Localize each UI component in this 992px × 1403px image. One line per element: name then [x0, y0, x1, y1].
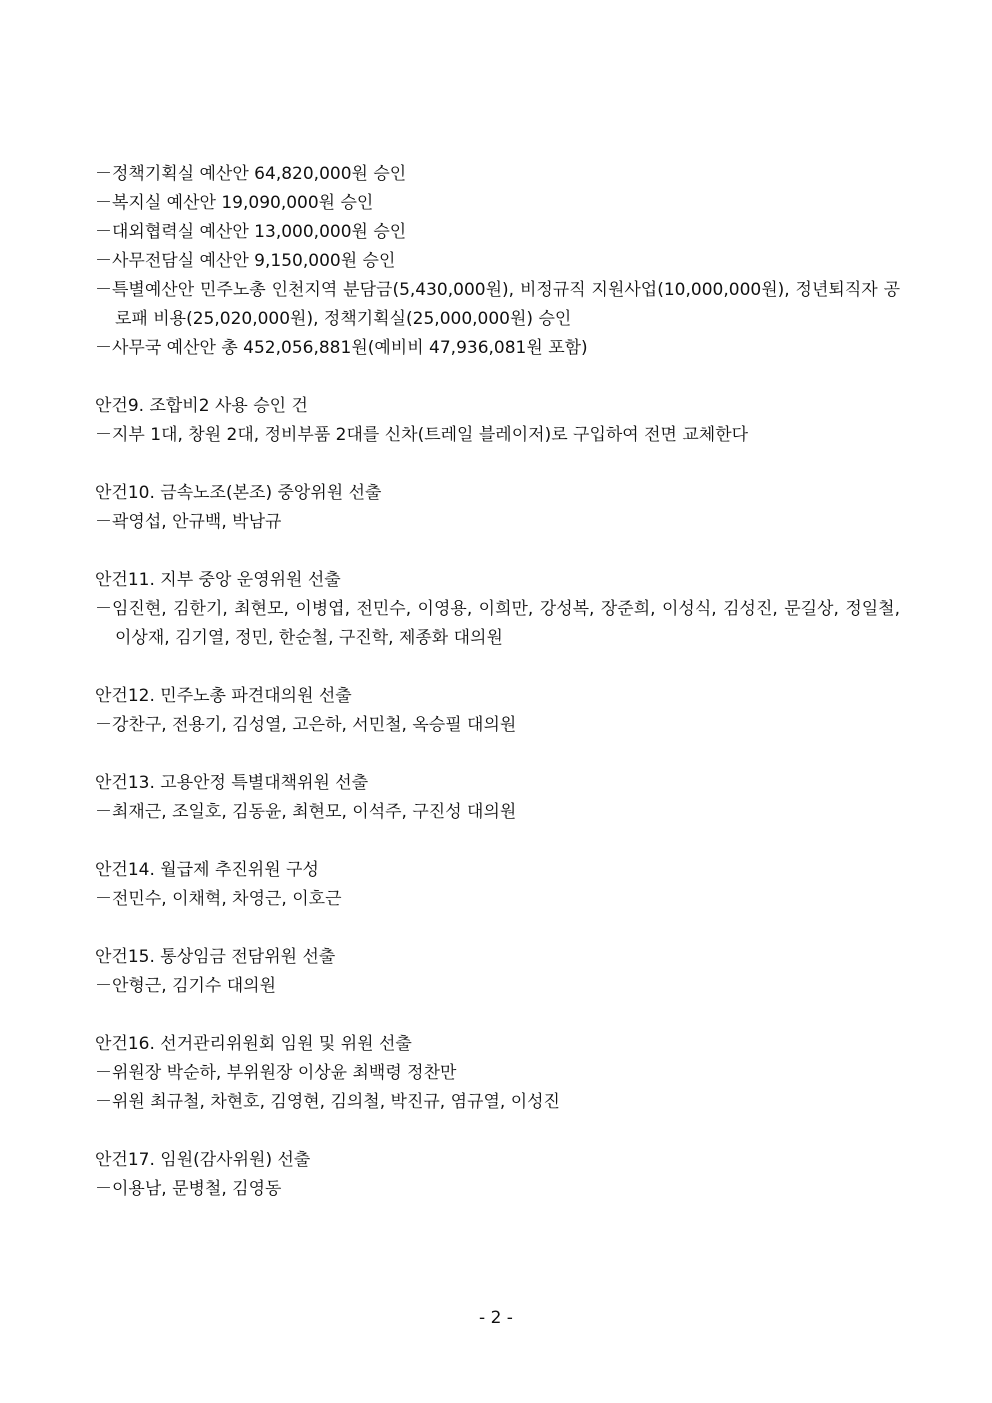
agenda-12	[95, 682, 900, 740]
budget-line: －복지실 예산안 19,090,000원 승인	[95, 193, 374, 213]
agenda-16	[95, 1030, 900, 1117]
agenda-title: 안건17. 임원(감사위원) 선출	[95, 1150, 311, 1170]
agenda-item: －위원장 박순하, 부위원장 이상윤 최백령 정찬만	[95, 1063, 457, 1083]
agenda-14	[95, 856, 900, 914]
agenda-item: －전민수, 이채혁, 차영근, 이호근	[95, 889, 342, 909]
spacer	[95, 1001, 900, 1030]
spacer	[95, 363, 900, 392]
agenda-title: 안건14. 월급제 추진위원 구성	[95, 860, 319, 880]
agenda-title: 안건11. 지부 중앙 운영위원 선출	[95, 570, 341, 590]
budget-section	[95, 160, 900, 363]
spacer	[95, 914, 900, 943]
agenda-item: －이용남, 문병철, 김영동	[95, 1179, 282, 1199]
agenda-item: －지부 1대, 창원 2대, 정비부품 2대를 신차(트레일 블레이저)로 구입하여 전면 교체한다	[95, 425, 749, 445]
document-body	[95, 160, 900, 1204]
spacer	[95, 740, 900, 769]
budget-line: －특별예산안 민주노총 인천지역 분담금(5,430,000원), 비정규직 지원사업(10,000,000원), 정년퇴직자 공로패 비용(25,020,000원), 정책기획실(25,000,000원) 승인	[95, 280, 900, 329]
agenda-11	[95, 566, 900, 653]
agenda-item: －곽영섭, 안규백, 박남규	[95, 512, 282, 532]
agenda-15	[95, 943, 900, 1001]
agenda-title: 안건10. 금속노조(본조) 중앙위원 선출	[95, 483, 382, 503]
agenda-title: 안건16. 선거관리위원회 임원 및 위원 선출	[95, 1034, 412, 1054]
spacer	[95, 1117, 900, 1146]
budget-line: －사무국 예산안 총 452,056,881원(예비비 47,936,081원 포함)	[95, 338, 588, 358]
agenda-17	[95, 1146, 900, 1204]
spacer	[95, 827, 900, 856]
agenda-item: －위원 최규철, 차현호, 김영현, 김의철, 박진규, 염규열, 이성진	[95, 1092, 560, 1112]
spacer	[95, 653, 900, 682]
page-number: - 2 -	[479, 1308, 513, 1328]
budget-line: －대외협력실 예산안 13,000,000원 승인	[95, 222, 407, 242]
agenda-item: －안형근, 김기수 대의원	[95, 976, 277, 996]
spacer	[95, 450, 900, 479]
agenda-title: 안건15. 통상임금 전담위원 선출	[95, 947, 336, 967]
budget-line: －사무전담실 예산안 9,150,000원 승인	[95, 251, 396, 271]
agenda-item: －임진현, 김한기, 최현모, 이병엽, 전민수, 이영용, 이희만, 강성복, 장준희, 이성식, 김성진, 문길상, 정일철, 이상재, 김기열, 정민, 한순철, 구진학, 제종화 대의원	[95, 599, 900, 648]
spacer	[95, 537, 900, 566]
budget-line: －정책기획실 예산안 64,820,000원 승인	[95, 164, 407, 184]
agenda-13	[95, 769, 900, 827]
agenda-title: 안건13. 고용안정 특별대책위원 선출	[95, 773, 369, 793]
agenda-item: －최재근, 조일호, 김동윤, 최현모, 이석주, 구진성 대의원	[95, 802, 517, 822]
agenda-title: 안건12. 민주노총 파견대의원 선출	[95, 686, 352, 706]
agenda-item: －강찬구, 전용기, 김성열, 고은하, 서민철, 옥승필 대의원	[95, 715, 517, 735]
agenda-9	[95, 392, 900, 450]
agenda-title: 안건9. 조합비2 사용 승인 건	[95, 396, 308, 416]
agenda-10	[95, 479, 900, 537]
